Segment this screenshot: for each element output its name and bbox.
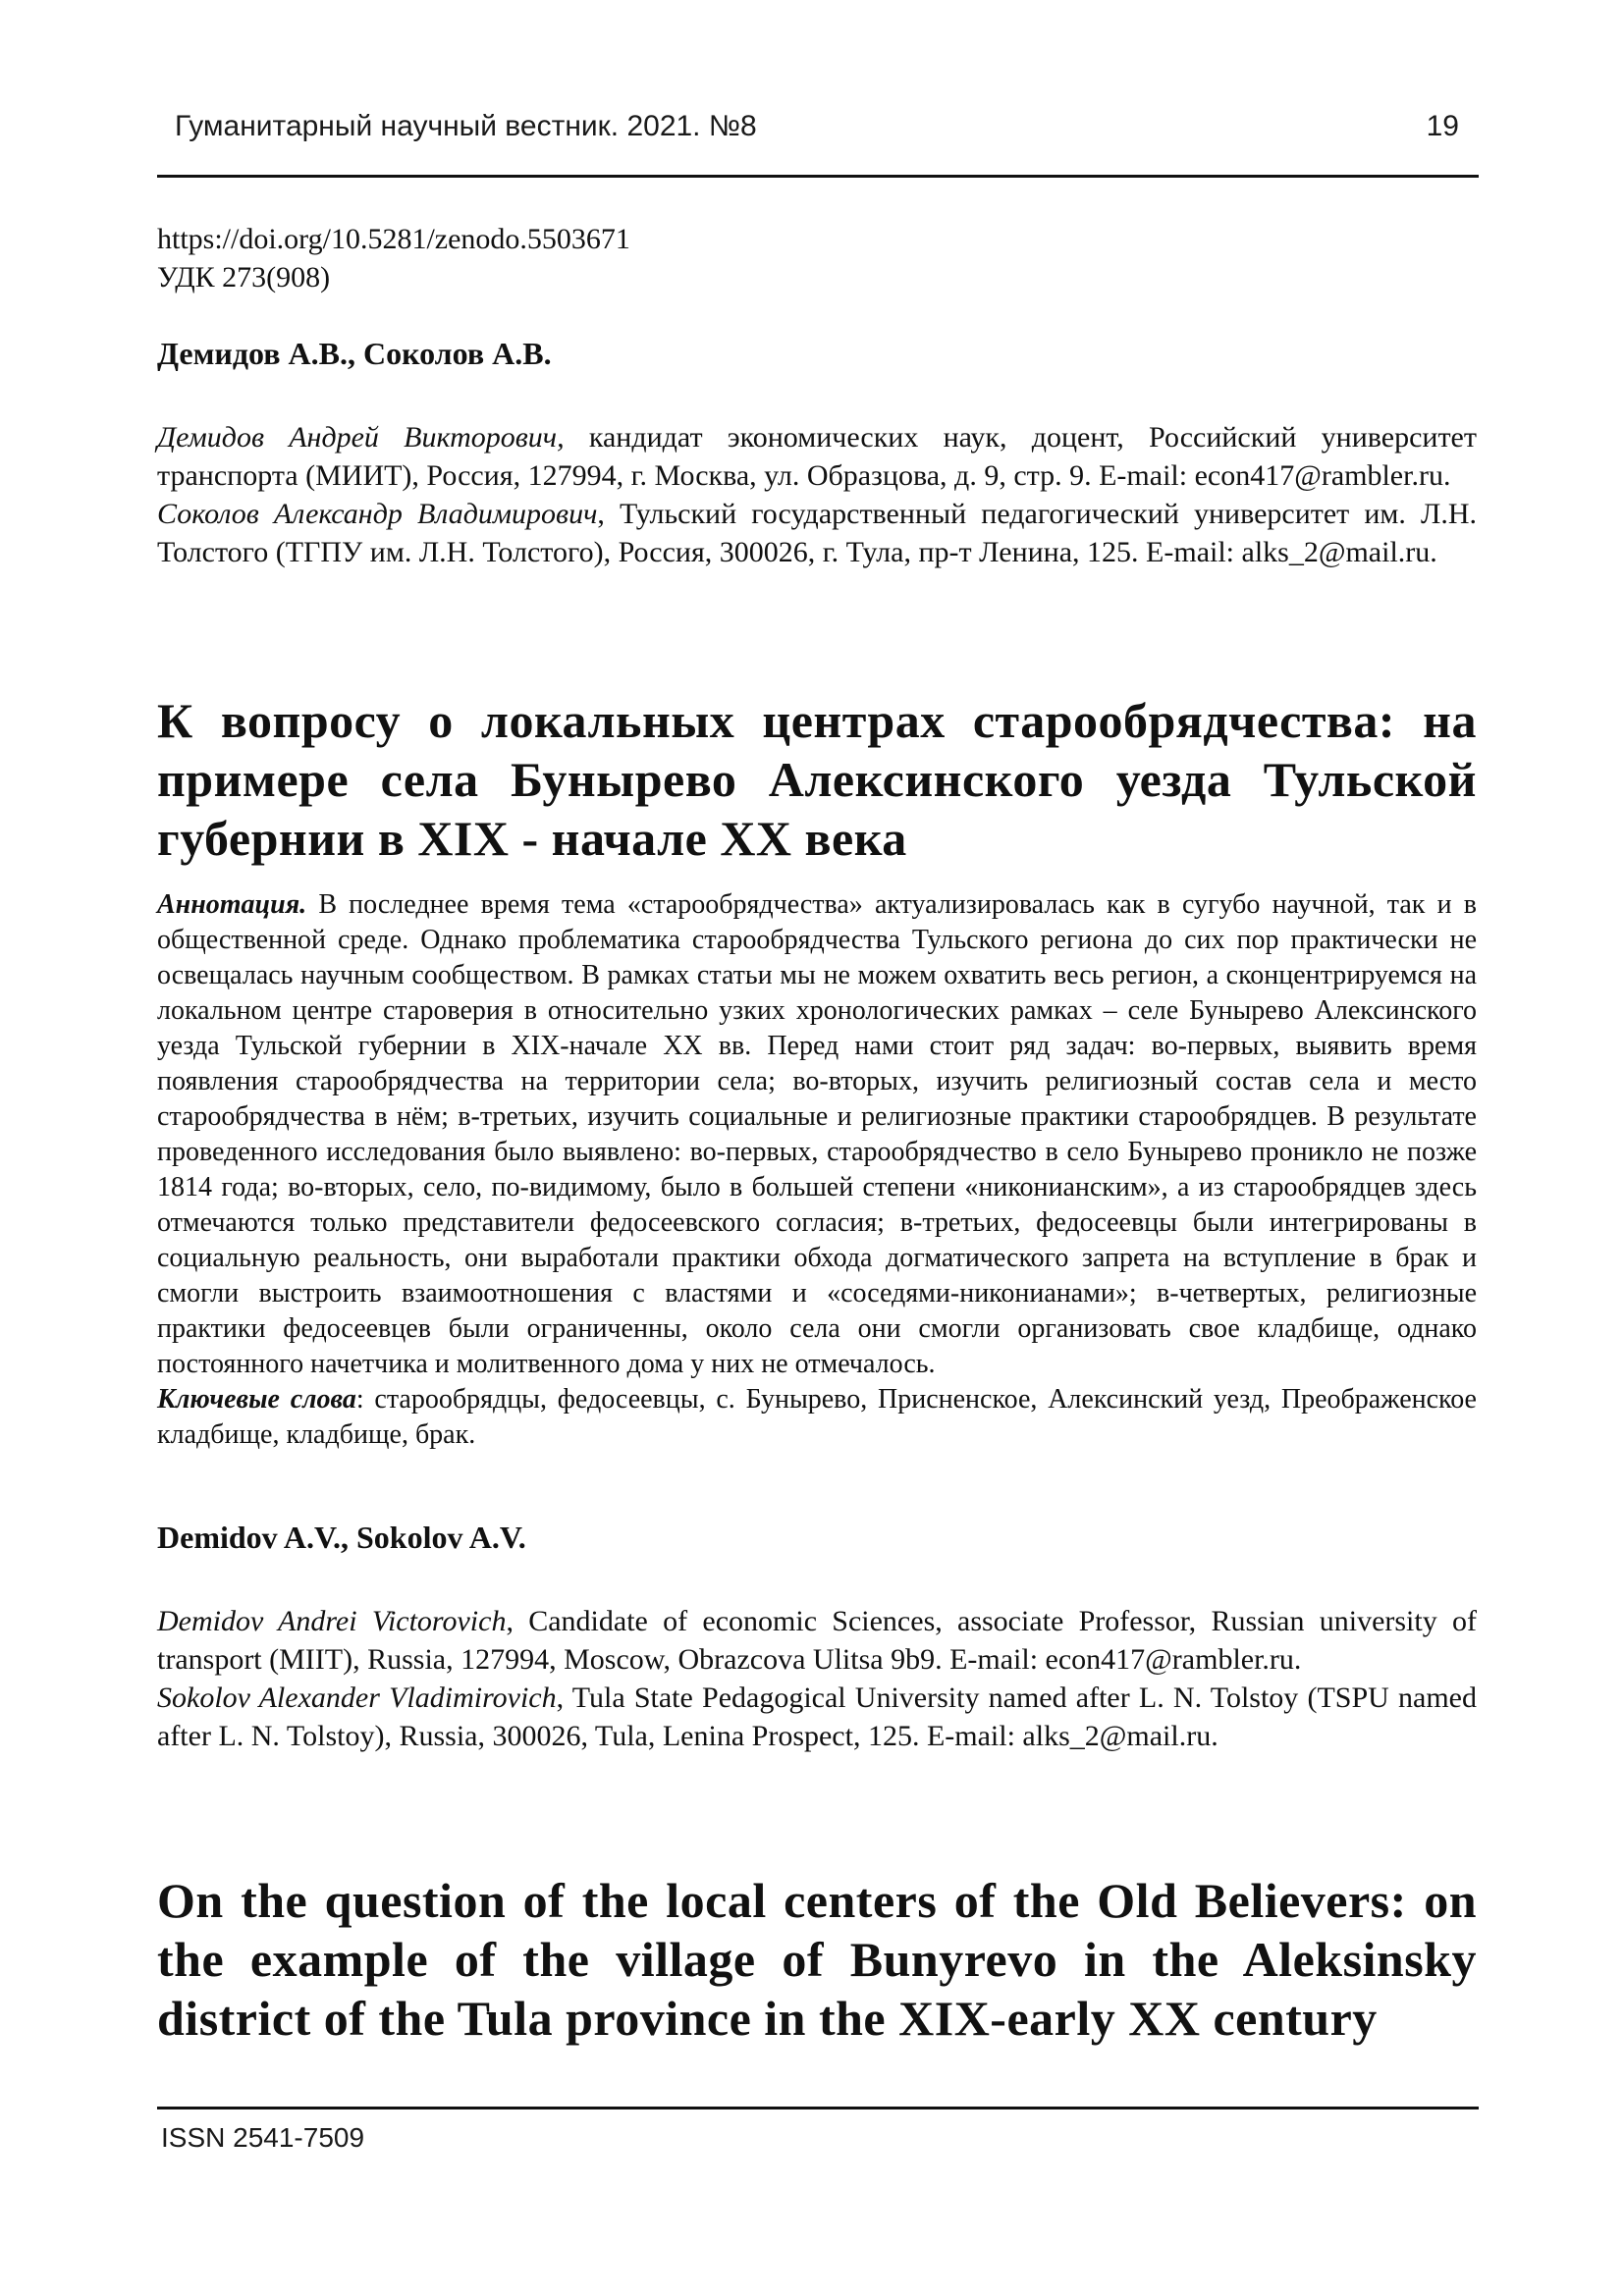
affiliation-item	[157, 1602, 1477, 1679]
abstract-text: В последнее время тема «старообрядчества» актуализировалась как в сугубо научной, так и в общественной среде. Однако проблематика старообрядчества Тульского региона до сих пор практически не освещалась научным сообществом. В рамках статьи мы не можем охватить весь регион, а сконцентрируемся на локальном центре староверия в относительно узких хронологических рамках – селе Бунырево Алексинского уезда Тульской губернии в XIX-начале XX вв. Перед нами стоит ряд задач: во-первых, выявить время появления старообрядчества на территории села; во-вторых, изучить религиозный состав села и место старообрядчества в нём; в-третьих, изучить социальные и религиозные практики старообрядцев. В результате проведенного исследования было выявлено: во-первых, старообрядчество в село Бунырево проникло не позже 1814 года; во-вторых, село, по-видимому, было в большей степени «никонианским», а из старообрядцев здесь отмечаются только представители федосеевского согласия; в-третьих, федосеевцы были интегрированы в социальную реальность, они выработали практики обхода догматического запрета на вступление в брак и смогли выстроить взаимоотношения с властями и «соседями-никонианами»; в-четвертых, религиозные практики федосеевцев были ограниченны, около села они смогли организовать свое кладбище, однако постоянного начетчика и молитвенного дома у них не отмечалось.	[157, 889, 1477, 1379]
issn-number: ISSN 2541-7509	[161, 2122, 365, 2153]
article-meta	[157, 220, 1477, 296]
doi-link[interactable]: https://doi.org/10.5281/zenodo.5503671	[157, 223, 630, 255]
affiliation-text: , Tula State Pedagogical University named after L. N. Tolstoy (TSPU named after L. N. Tolstoy), Russia, 300026, Tula, Lenina Prospect, 125. E-mail: alks_2@mail.ru.	[157, 1682, 1477, 1752]
article-title-en: On the question of the local centers of the Old Believers: on the example of the village of Bunyrevo in the Aleksinsky district of the Tula province in the XIX-early XX century	[157, 1873, 1477, 2046]
affiliation-text: кандидат экономических наук, доцент, Российский университет транспорта (МИИТ), Россия, 127994, г. Москва, ул. Образцова, д. 9, стр. 9. E-mail: econ417@rambler.ru.	[157, 421, 1477, 492]
author-name: Демидов Андрей Викторович,	[157, 421, 565, 454]
abstract-paragraph	[157, 887, 1477, 1382]
footer-rule	[157, 2107, 1479, 2109]
authors-en: Demidov A.V., Sokolov A.V.	[157, 1520, 526, 1555]
author-name: Demidov Andrei Victorovich	[157, 1605, 507, 1637]
page-number: 19	[1426, 110, 1459, 142]
keywords-label: Ключевые слова	[157, 1384, 356, 1415]
journal-title: Гуманитарный научный вестник. 2021. №8	[175, 110, 757, 142]
abstract-ru	[157, 887, 1477, 1453]
header-rule	[157, 175, 1479, 178]
affiliation-item	[157, 1679, 1477, 1755]
keywords-text: : старообрядцы, федосеевцы, с. Бунырево, Присненское, Алексинский уезд, Преображенское кладбище, кладбище, брак.	[157, 1384, 1477, 1450]
author-name: Sokolov Alexander Vladimirovich	[157, 1682, 557, 1714]
udc-code: УДК 273(908)	[157, 261, 331, 294]
affiliation-text: , Candidate of economic Sciences, associate Professor, Russian university of transport (MIIT), Russia, 127994, Moscow, Obrazcova Ulitsa 9b9. E-mail: econ417@rambler.ru.	[157, 1605, 1477, 1676]
keywords-paragraph	[157, 1382, 1477, 1453]
affiliations-en	[157, 1602, 1477, 1755]
author-name: Соколов Александр Владимирович	[157, 498, 598, 530]
affiliation-text: , Тульский государственный педагогический университет им. Л.Н. Толстого (ТГПУ им. Л.Н. Толстого), Россия, 300026, г. Тула, пр-т Ленина, 125. E-mail: alks_2@mail.ru.	[157, 498, 1478, 568]
affiliations-ru	[157, 418, 1477, 571]
affiliation-item	[157, 495, 1477, 571]
abstract-label: Аннотация.	[157, 889, 307, 920]
article-title-ru: К вопросу о локальных центрах старообрядчества: на примере села Бунырево Алексинского уезда Тульской губернии в XIX - начале XX века	[157, 693, 1477, 866]
affiliation-item	[157, 418, 1477, 495]
authors-ru: Демидов А.В., Соколов А.В.	[157, 336, 552, 371]
